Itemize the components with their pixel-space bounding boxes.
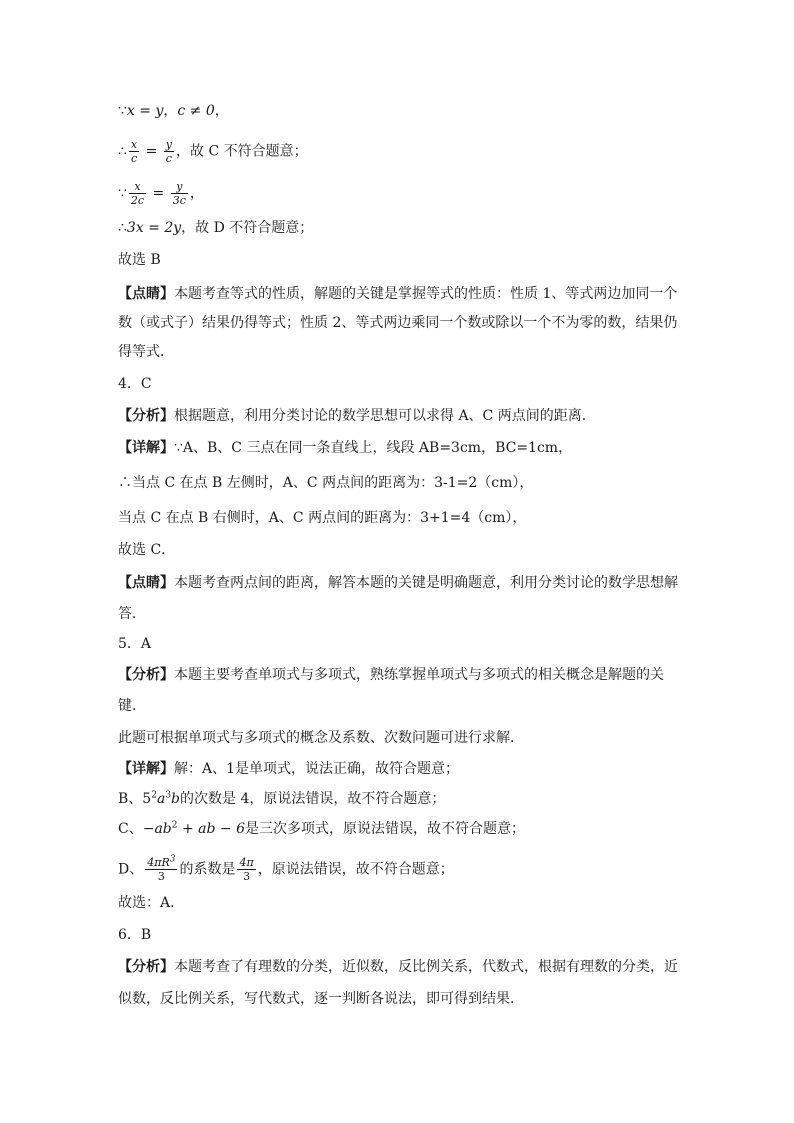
text-line: ∴当点 C 在点 B 左侧时，A、C 两点间的距离为：3-1=2（cm）， xyxy=(118,475,534,491)
detail-line: 【详解】解：A、1是单项式，说法正确，故符合题意； xyxy=(118,761,460,777)
option-b-line: B、$5^2a^3b$的次数是 4，原说法错误，故不符合题意； xyxy=(118,790,446,807)
line-condition: ∵x = y，c ≠ 0， xyxy=(118,103,229,119)
answer-line: 故选 C． xyxy=(118,542,176,558)
section-tag: 【分析】 xyxy=(118,959,174,975)
text-line: 似数，反比例关系，写代数式，逐一判断各说法，即可得到结果． xyxy=(118,991,524,1007)
question-number: 6．B xyxy=(118,927,152,943)
section-tag: 【点睛】 xyxy=(118,286,174,302)
section-tag: 【分析】 xyxy=(118,408,174,424)
text-line: 得等式． xyxy=(118,344,174,360)
fraction: $\frac{4\pi}{3}$ xyxy=(239,856,254,883)
analysis-line: 【分析】本题主要考查单项式与多项式，熟练掌握单项式与多项式的相关概念是解题的关 xyxy=(118,667,664,683)
section-tag: 【点睛】 xyxy=(118,575,174,591)
comment-line: 【点睛】本题考查等式的性质，解题的关键是掌握等式的性质：性质 1、等式两边加同一个 xyxy=(118,286,678,302)
fraction: $\frac{x}{c}$ xyxy=(130,138,138,165)
text-line: 当点 C 在点 B 右侧时，A、C 两点间的距离为：3+1=4（cm）， xyxy=(118,510,527,526)
question-number: 5．A xyxy=(118,636,152,652)
section-tag: 【详解】 xyxy=(118,440,174,456)
fraction: $\frac{y}{3c}$ xyxy=(172,180,186,207)
section-tag: 【详解】 xyxy=(118,761,174,777)
option-c-line: C、$-ab^2$ + ab − 6是三次多项式，原说法错误，故不符合题意； xyxy=(118,820,525,837)
line-fraction-condition: ∵ $\frac{x}{2c}$ = $\frac{y}{3c}$ ， xyxy=(118,180,204,207)
question-number: 4．C xyxy=(118,376,152,392)
answer-line: 故选：A． xyxy=(118,895,185,911)
option-d-line: D、 $\frac{4\pi R^3}{3}$ 的系数是 $\frac{4\pi}{3}$ ，原说法错误，故不符合题意； xyxy=(118,854,454,883)
section-tag: 【分析】 xyxy=(118,667,174,683)
fraction: $\frac{y}{c}$ xyxy=(165,138,172,165)
text-line: 此题可根据单项式与多项式的概念及系数、次数问题可进行求解． xyxy=(118,730,524,746)
text-line: 键． xyxy=(118,698,146,714)
analysis-line: 【分析】根据题意，利用分类讨论的数学思想可以求得 A、C 两点间的距离． xyxy=(118,408,596,424)
text-line: 答． xyxy=(118,606,146,622)
comment-line: 【点睛】本题考查两点间的距离，解答本题的关键是明确题意，利用分类讨论的数学思想解 xyxy=(118,575,678,591)
fraction: $\frac{x}{2c}$ xyxy=(130,180,145,207)
line-option-d: ∴3x = 2y，故 D 不符合题意； xyxy=(118,220,314,236)
analysis-line: 【分析】本题考查了有理数的分类，近似数，反比例关系，代数式，根据有理数的分类，近 xyxy=(118,959,678,975)
fraction: $\frac{4\pi R^3}{3}$ xyxy=(147,854,176,883)
answer-line: 故选 B xyxy=(118,252,161,268)
line-option-c: ∴ $\frac{x}{c}$ = $\frac{y}{c}$ ，故 C 不符合题意； xyxy=(118,138,308,165)
text-line: 数（或式子）结果仍得等式；性质 2、等式两边乘同一个数或除以一个不为零的数，结果仍 xyxy=(118,315,678,331)
detail-line: 【详解】∵A、B、C 三点在同一条直线上，线段 AB=3cm，BC=1cm， xyxy=(118,440,573,456)
